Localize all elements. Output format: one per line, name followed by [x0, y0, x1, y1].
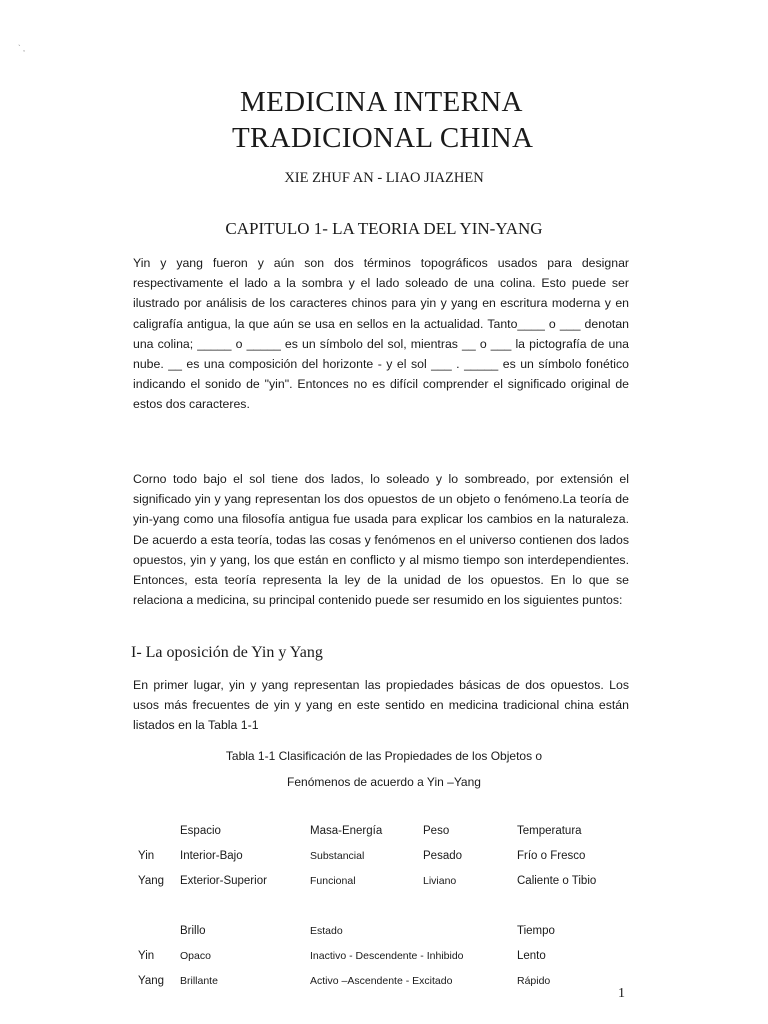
- table2-header-tiempo: Tiempo: [517, 925, 555, 937]
- paragraph-1: Yin y yang fueron y aún son dos términos topográficos usados para designar respectivamente el lado a la sombra y el lado soleado de una colina. Esto puede ser ilustrado por análisis de los caracteres chinos para yin y yang en escritura moderna y en caligrafía antigua, la que aún se usa en sellos en la actualidad. Tanto____ o ___ denotan una colina; _____ o _____ es un símbolo del sol, mientras __ o ___ la pictografía de una nube. __ es una composición del horizonte - y el sol ___ . _____ es un símbolo fonético indicando el sonido de "yin". Entonces no es difícil comprender el significado original de estos dos caracteres.: [133, 256, 629, 412]
- table2-row-label-yang: Yang: [138, 975, 165, 987]
- paragraph-2: Corno todo bajo el sol tiene dos lados, lo soleado y lo sombreado, por extensión el significado yin y yang representan los dos opuestos de un objeto o fenómeno.La teoría de yin-yang como una filosofía antigua fue usada para explicar los cambios en la naturaleza. De acuerdo a esta teoría, todas las cosas y fenómenos en el universo contienen dos lados opuestos, yin y yang, los que están en conflicto y al mismo tiempo son interdependientes. Entonces, esta teoría representa la ley de la unidad de los opuestos. En lo que se relaciona a medicina, su principal contenido puede ser resumido en los siguientes puntos:: [133, 472, 629, 608]
- title-line-2: TRADICIONAL CHINA: [232, 122, 534, 154]
- table-cell: Brillante: [180, 975, 218, 987]
- table1-row-label-yang: Yang: [138, 875, 165, 887]
- table-cell: Rápido: [517, 975, 551, 987]
- corner-mark: ` ,: [18, 44, 26, 53]
- table-cell: Caliente o Tibio: [517, 875, 597, 887]
- section-heading-1: I- La oposición de Yin y Yang: [131, 644, 323, 661]
- table1-header-masa-energia: Masa-Energía: [310, 825, 383, 837]
- table-cell: Exterior-Superior: [180, 875, 267, 887]
- table2-row-label-yin: Yin: [138, 950, 155, 962]
- table2-header-brillo: Brillo: [180, 925, 206, 937]
- table2-header-estado: Estado: [310, 925, 343, 937]
- table-cell: Funcional: [310, 875, 356, 887]
- paragraph-3: En primer lugar, yin y yang representan las propiedades básicas de dos opuestos. Los usos más frecuentes de yin y yang en este sentido en medicina tradicional china están listados en la Tabla 1-1: [133, 678, 629, 733]
- table-cell: Inactivo - Descendente - Inhibido: [310, 950, 464, 962]
- table1-header-espacio: Espacio: [180, 825, 221, 837]
- table-cell: Activo –Ascendente - Excitado: [310, 975, 453, 987]
- table-cell: Opaco: [180, 950, 211, 962]
- page-number: 1: [618, 986, 625, 1001]
- table1-header-temperatura: Temperatura: [517, 825, 582, 837]
- title-line-1: MEDICINA INTERNA: [240, 86, 523, 118]
- table1-row-label-yin: Yin: [138, 850, 155, 862]
- table-cell: Substancial: [310, 850, 365, 862]
- table-cell: Interior-Bajo: [180, 850, 243, 862]
- authors: XIE ZHUF AN - LIAO JIAZHEN: [284, 170, 484, 186]
- table-cell: Liviano: [423, 875, 457, 887]
- table-caption-line-1: Tabla 1-1 Clasificación de las Propiedades de los Objetos o: [225, 749, 543, 763]
- table-cell: Lento: [517, 950, 546, 962]
- table-cell: Frío o Fresco: [517, 850, 586, 862]
- table-caption-line-2: Fenómenos de acuerdo a Yin –Yang: [287, 775, 481, 789]
- table-cell: Pesado: [423, 850, 463, 862]
- table1-header-peso: Peso: [423, 825, 450, 837]
- chapter-heading: CAPITULO 1- LA TEORIA DEL YIN-YANG: [225, 219, 543, 238]
